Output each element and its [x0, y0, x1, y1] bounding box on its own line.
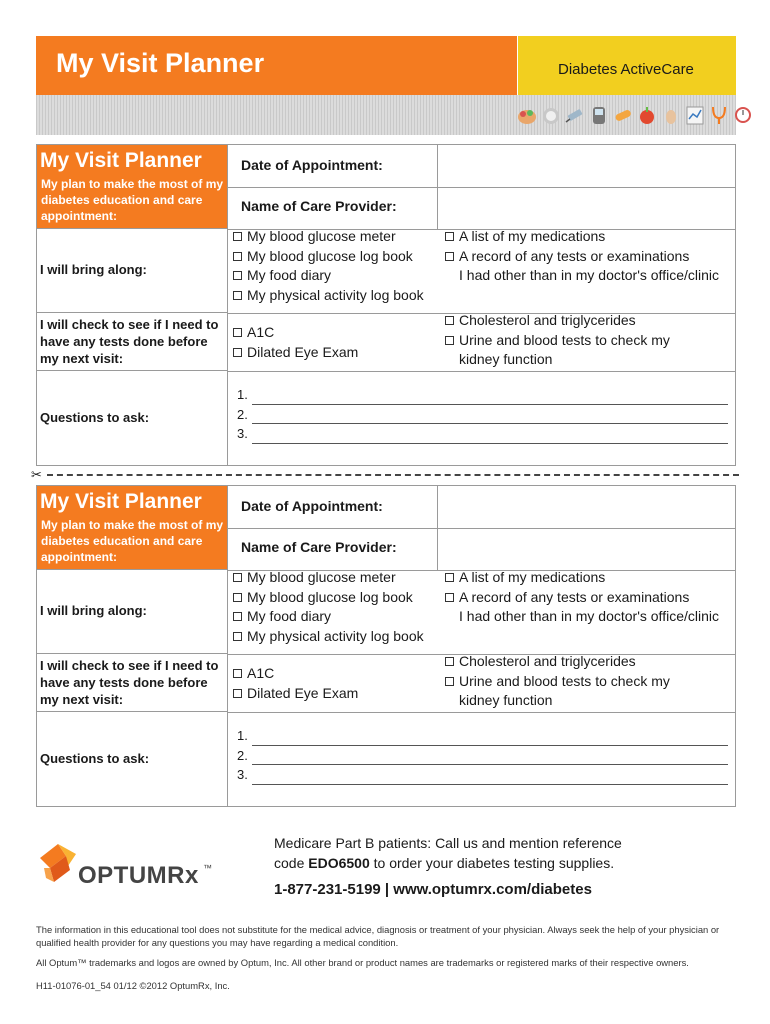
planner-subtitle: My plan to make the most of my diabetes education and care appointment: [41, 518, 224, 564]
checkbox-icon [445, 677, 454, 686]
bring-label: I will bring along: [40, 262, 147, 277]
checkbox-icon [445, 573, 454, 582]
planner-title: My Visit Planner [40, 149, 202, 172]
checkbox-icon [233, 612, 242, 621]
checkbox-eye-exam[interactable]: Dilated Eye Exam [233, 343, 358, 363]
date-label: Date of Appointment: [241, 157, 383, 173]
kidney-tests-continued: kidney function [459, 692, 553, 708]
planner-title: My Visit Planner [40, 490, 202, 513]
checkbox-icon [233, 291, 242, 300]
checkbox-icon [233, 328, 242, 337]
questions-list [237, 726, 728, 785]
check-label-cell [37, 654, 227, 712]
watch-icon [732, 102, 754, 128]
bring-list-right [445, 227, 719, 286]
planner-header [37, 486, 227, 570]
provider-field[interactable] [438, 188, 735, 228]
bring-list-left [233, 227, 424, 305]
question-line-3[interactable]: 3. [237, 424, 728, 444]
checkbox-icon [233, 573, 242, 582]
checkbox-medications[interactable]: A list of my medications [445, 227, 719, 247]
check-label-cell [37, 313, 227, 371]
form-id: H11-01076-01_54 01/12 ©2012 OptumRx, Inc. [36, 980, 230, 991]
checkbox-cholesterol[interactable]: Cholesterol and triglycerides [445, 311, 670, 331]
check-list-left [233, 664, 358, 703]
bring-list-right [445, 568, 719, 627]
visit-planner-1 [36, 144, 736, 466]
checkbox-kidney-tests[interactable]: Urine and blood tests to check my [445, 331, 670, 351]
checkbox-icon [445, 252, 454, 261]
foot-icon [660, 102, 682, 128]
checkbox-test-records[interactable]: A record of any tests or examinations [445, 247, 719, 267]
logo-trademark: ™ [203, 863, 212, 873]
checkbox-food-diary[interactable]: My food diary [233, 266, 424, 286]
question-line-2[interactable]: 2. [237, 405, 728, 425]
check-list-right [445, 652, 670, 711]
page-header [36, 36, 736, 95]
program-name: Diabetes ActiveCare [518, 36, 736, 95]
checkbox-medications[interactable]: A list of my medications [445, 568, 719, 588]
checkbox-icon [233, 271, 242, 280]
header-icons [516, 98, 736, 132]
planner-header [37, 145, 227, 229]
questions-list [237, 385, 728, 444]
question-line-1[interactable]: 1. [237, 385, 728, 405]
provider-label: Name of Care Provider: [241, 198, 397, 214]
checkbox-a1c[interactable]: A1C [233, 323, 358, 343]
checkbox-icon [233, 252, 242, 261]
disclaimer-trademarks: All Optum™ trademarks and logos are owned by Optum, Inc. All other brand or product names are trademarks or registered marks of their respective owners. [36, 957, 689, 968]
checkbox-food-diary[interactable]: My food diary [233, 607, 424, 627]
bring-list-left [233, 568, 424, 646]
questions-label-cell [37, 712, 227, 806]
checkbox-glucose-meter[interactable]: My blood glucose meter [233, 568, 424, 588]
question-line-1[interactable]: 1. [237, 726, 728, 746]
reference-code: EDO6500 [308, 854, 370, 871]
bring-label: I will bring along: [40, 603, 147, 618]
checkbox-glucose-log[interactable]: My blood glucose log book [233, 588, 424, 608]
checkbox-icon [445, 316, 454, 325]
checkbox-icon [233, 348, 242, 357]
syringe-icon [564, 102, 586, 128]
checkbox-icon [233, 632, 242, 641]
date-field[interactable] [438, 146, 735, 186]
pill-icon [612, 102, 634, 128]
bring-label-cell [37, 229, 227, 313]
question-line-2[interactable]: 2. [237, 746, 728, 766]
checkbox-icon [445, 336, 454, 345]
questions-label-cell [37, 371, 227, 465]
meter-icon [588, 102, 610, 128]
contact-line: 1-877-231-5199 | www.optumrx.com/diabetes [274, 881, 592, 898]
medicare-notice: Medicare Part B patients: Call us and mention reference code EDO6500 to order your diabetes testing supplies. [274, 835, 622, 871]
checkbox-a1c[interactable]: A1C [233, 664, 358, 684]
page-title: My Visit Planner [36, 36, 518, 95]
date-field[interactable] [438, 487, 735, 527]
checkbox-test-records[interactable]: A record of any tests or examinations [445, 588, 719, 608]
checkbox-icon [233, 669, 242, 678]
check-label: I will check to see if I need to have any tests done before my next visit: [40, 317, 219, 366]
checkbox-eye-exam[interactable]: Dilated Eye Exam [233, 684, 358, 704]
cut-line [31, 468, 739, 482]
questions-label: Questions to ask: [40, 410, 150, 425]
checkbox-icon [233, 593, 242, 602]
question-line-3[interactable]: 3. [237, 765, 728, 785]
checkbox-icon [445, 232, 454, 241]
test-records-continued: I had other than in my doctor's office/clinic [459, 608, 719, 624]
checkbox-kidney-tests[interactable]: Urine and blood tests to check my [445, 672, 670, 692]
stethoscope-icon [708, 102, 730, 128]
bring-label-cell [37, 570, 227, 654]
checkbox-glucose-meter[interactable]: My blood glucose meter [233, 227, 424, 247]
fruit-icon [540, 102, 562, 128]
visit-planner-2 [36, 485, 736, 807]
logo-text: OPTUMRx [78, 862, 199, 889]
chart-icon [684, 102, 706, 128]
checkbox-icon [233, 689, 242, 698]
checkbox-icon [233, 232, 242, 241]
checkbox-icon [445, 593, 454, 602]
checkbox-cholesterol[interactable]: Cholesterol and triglycerides [445, 652, 670, 672]
scissors-icon: ✂ [31, 467, 42, 482]
check-label: I will check to see if I need to have any tests done before my next visit: [40, 658, 219, 707]
check-list-right [445, 311, 670, 370]
checkbox-activity-log[interactable]: My physical activity log book [233, 286, 424, 306]
checkbox-activity-log[interactable]: My physical activity log book [233, 627, 424, 647]
checkbox-glucose-log[interactable]: My blood glucose log book [233, 247, 424, 267]
test-records-continued: I had other than in my doctor's office/clinic [459, 267, 719, 283]
planner-subtitle: My plan to make the most of my diabetes education and care appointment: [41, 177, 224, 223]
optumrx-logo [36, 838, 221, 892]
check-list-left [233, 323, 358, 362]
provider-label: Name of Care Provider: [241, 539, 397, 555]
provider-field[interactable] [438, 529, 735, 569]
checkbox-icon [445, 657, 454, 666]
kidney-tests-continued: kidney function [459, 351, 553, 367]
disclaimer-medical: The information in this educational tool does not substitute for the medical advice, diagnosis or treatment of your physician. Always seek the help of your physician or qualified health provider for any questions you may have regarding a medical condition. [36, 924, 720, 948]
apple-icon [636, 102, 658, 128]
date-label: Date of Appointment: [241, 498, 383, 514]
questions-label: Questions to ask: [40, 751, 150, 766]
cake-icon [516, 102, 538, 128]
